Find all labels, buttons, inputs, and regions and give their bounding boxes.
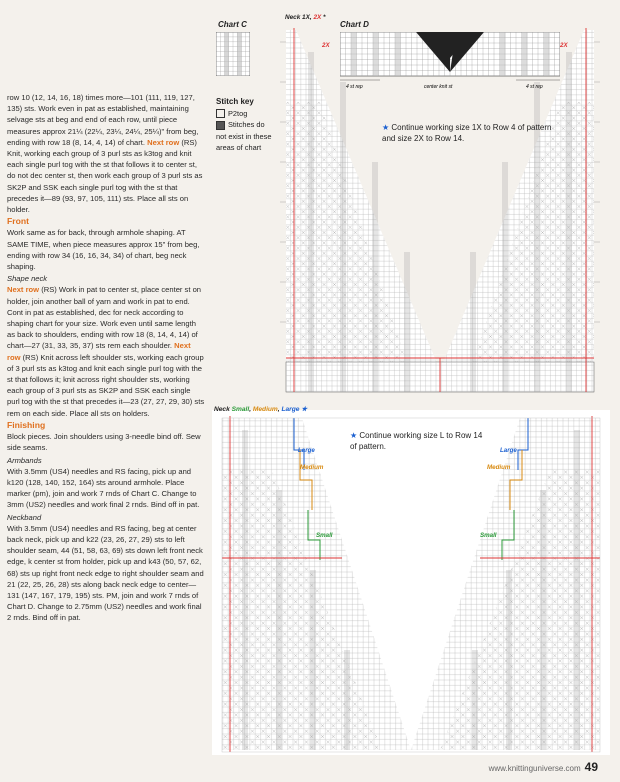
shape-neck-paragraph: Next row (RS) Work in pat to center st, place center st on holder, join another ball of yarn and work in pat to end. Cont in pat as established, dec for neck according to shaping chart for your size. Work even until same length as back to shoulders, ending with row 18 (8, 14, 4, 14) of chart—27 (31, 33, 35, 37) sts rem each shoulder. Next row (RS) Knit across left shoulder sts, working each group of 3 purl sts as k3tog and knit each single purl tog with the st that follows it; knit across right shoulder sts, working each group of 3 purl sts as SK2P and SSK each single purl tog with the st that precedes it—23 (27, 27, 29, 30) sts rem on each side. Place all sts on holders. <box>7 285 205 418</box>
armbands-paragraph: With 3.5mm (US4) needles and RS facing, pick up and k120 (128, 140, 152, 164) sts around armhole. Place marker (pm), join and work 7 rnds of Chart C. Change to 3mm (US2) needles and work final 2 rnds. Bind off in pat. <box>7 466 200 510</box>
finishing-paragraph: Block pieces. Join shoulders using 3-needle bind off. Sew side seams. <box>7 432 201 453</box>
chart-c-grid <box>216 32 250 76</box>
upper-left-2x-label: 2X <box>322 42 330 49</box>
chart-c-title: Chart C <box>218 20 247 29</box>
footer-url: www.knittinguniverse.com <box>488 764 581 773</box>
neckband-paragraph: With 3.5mm (US4) needles and RS facing, beg at center back neck, pick up and k22 (23, 26, 27, 29) sts to left shoulder seam, 44 (51, 58, 63, 69) sts down left front neck edge, k center st from holder, pick up and k43 (50, 57, 62, 68) sts up right front neck edge to right shoulder seam and 21 (22, 25, 26, 28) sts along back neck edge to center— 131 (147, 167, 179, 195) sts. PM, join and work 7 rnds of Chart D. Change to 2.75mm (US2) needles and work final 2 rnds. Bind off in pat. <box>7 523 204 623</box>
finishing-heading: Finishing <box>7 419 46 430</box>
lower-neck-title: Neck Small, Medium, Large ★ <box>214 406 308 413</box>
shape-neck-subheading: Shape neck <box>7 274 48 284</box>
small-right-label: Small <box>480 532 497 539</box>
upper-neck-note: ★ Continue working size 1X to Row 4 of pattern and size 2X to Row 14. <box>382 123 552 143</box>
neckband-subheading: Neckband <box>7 512 42 522</box>
chart-d-title: Chart D <box>340 20 369 29</box>
medium-right-label: Medium <box>487 464 511 471</box>
large-right-label: Large <box>500 447 517 454</box>
chart-d-rep-left: 4 st rep <box>346 84 363 90</box>
small-left-label: Small <box>316 532 333 539</box>
medium-left-label: Medium <box>300 464 324 471</box>
stitch-key <box>216 96 276 154</box>
front-heading: Front <box>7 216 29 227</box>
upper-right-2x-label: 2X <box>560 42 568 49</box>
page-footer <box>489 760 598 774</box>
front-paragraph: Work same as for back, through armhole shaping. AT SAME TIME, when piece measures approx 15" from beg, ending with row 34 (16, 16, 34, 34) of chart, beg neck shaping. <box>7 228 200 272</box>
lower-neck-note: ★ Continue working size L to Row 14 of pattern. <box>350 431 483 451</box>
chart-d-center-label: center knit st <box>424 84 453 90</box>
stitch-key-title: Stitch key <box>216 97 254 106</box>
armbands-subheading: Armbands <box>7 455 42 465</box>
p2tog-swatch <box>216 109 225 118</box>
upper-neck-title: Neck 1X, 2X * <box>285 14 326 21</box>
chart-d-rep-right: 4 st rep <box>526 84 543 90</box>
no-stitch-swatch <box>216 121 225 130</box>
large-left-label: Large <box>298 447 315 454</box>
page-number: 49 <box>584 760 598 774</box>
back-paragraph: row 10 (12, 14, 16, 18) times more—101 (111, 119, 127, 135) sts. Work even in pat as established, maintaining selvage sts at beg and end of each row, until piece measures approx 21¼ (22¼, 23¼, 24¼, 25¼)" from beg, ending with row 18 (8, 14, 4, 14) of chart. Next row (RS) Knit, working each group of 3 purl sts as k3tog and knit each single purl tog with the st that follows it to center st, do not dec center st, then work each group of 3 purl sts as SK2P and SSK each single purl tog with the st that precedes it—89 (93, 97, 105, 111) sts. Place all sts on holder. <box>7 93 203 215</box>
no-stitch-label: Stitches do not exist in these areas of chart <box>216 120 272 152</box>
instructions-column <box>7 92 205 625</box>
lower-neck-chart <box>212 410 610 755</box>
chart-d-grid <box>340 32 560 90</box>
p2tog-label: P2tog <box>228 108 248 118</box>
